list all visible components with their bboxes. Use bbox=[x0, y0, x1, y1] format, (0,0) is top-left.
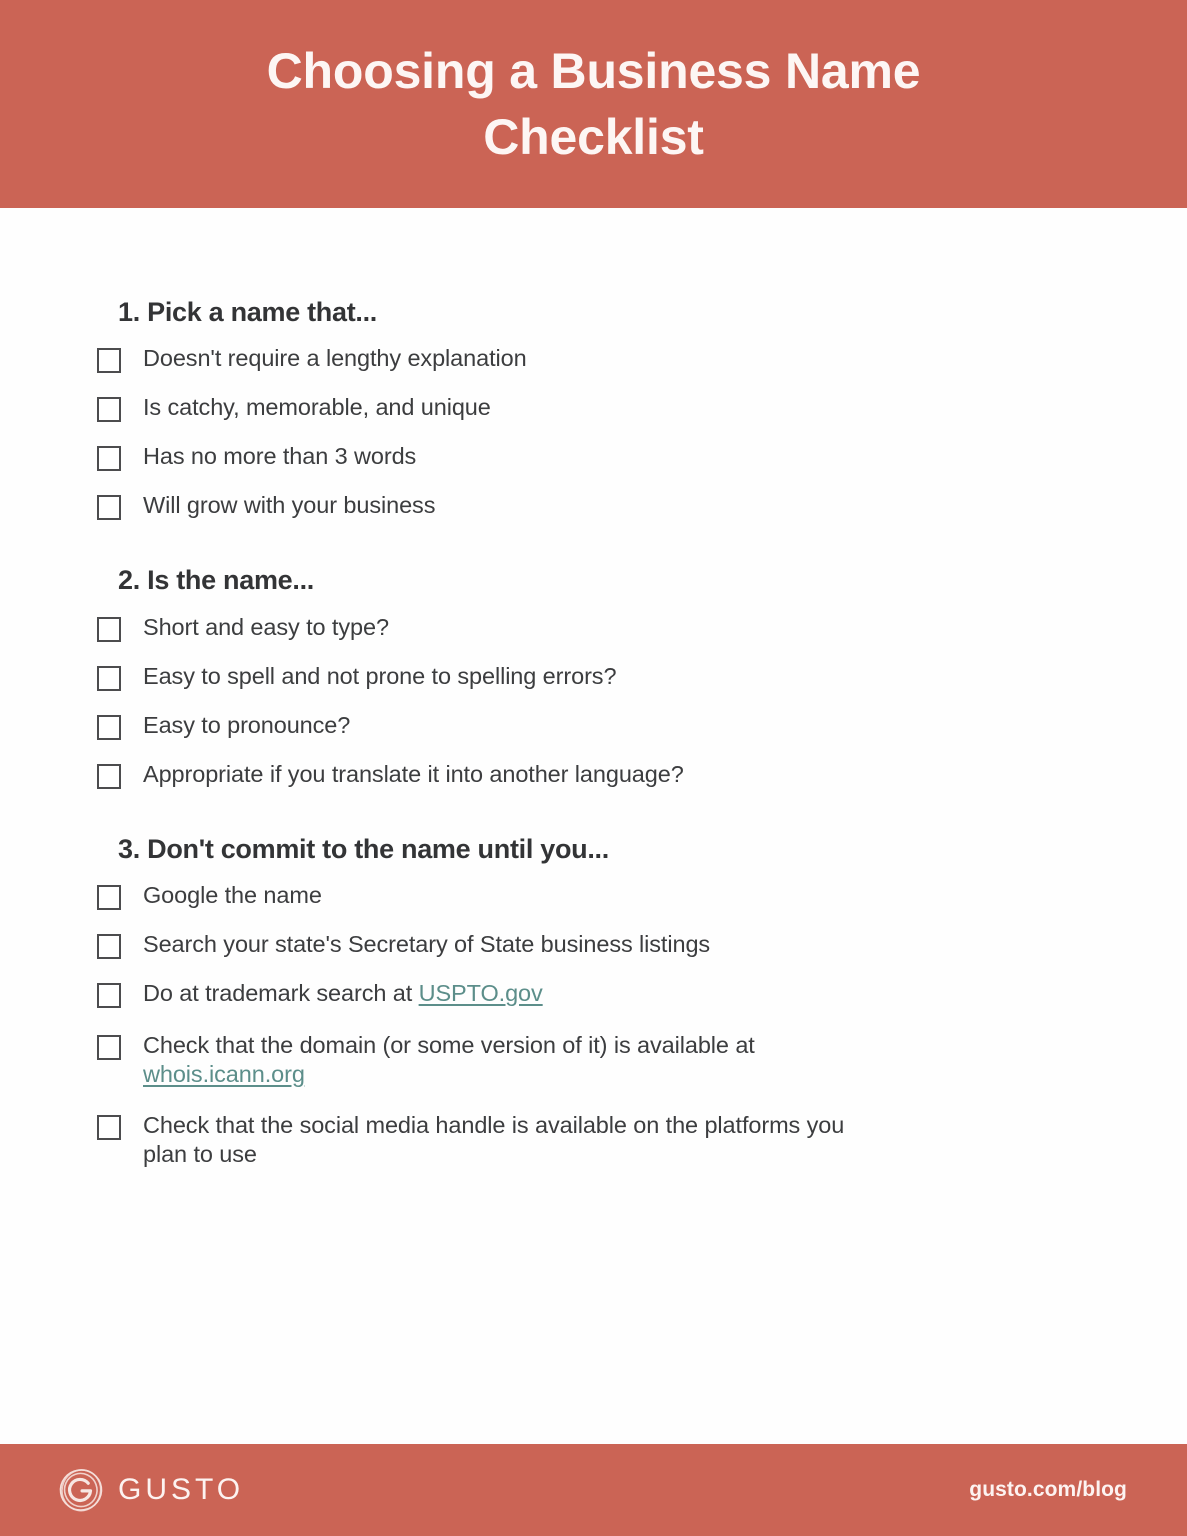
checklist-item[interactable] bbox=[97, 979, 1187, 1008]
checklist-item-label bbox=[143, 1031, 883, 1088]
checkbox-icon[interactable] bbox=[97, 1115, 121, 1140]
gusto-wordmark: GUSTO bbox=[118, 1473, 245, 1506]
checklist-item-label: Google the name bbox=[143, 882, 322, 909]
checklist-item-label: Short and easy to type? bbox=[143, 613, 389, 640]
section-2-items bbox=[97, 613, 1187, 789]
checklist-section-2 bbox=[0, 564, 1187, 788]
checkbox-icon[interactable] bbox=[97, 1035, 121, 1060]
checkbox-icon[interactable] bbox=[97, 885, 121, 910]
checklist-item[interactable] bbox=[97, 442, 1187, 471]
checklist-item[interactable] bbox=[97, 881, 1187, 910]
section-3-heading: 3. Don't commit to the name until you... bbox=[118, 833, 609, 864]
gusto-logo[interactable] bbox=[58, 1467, 244, 1513]
checkbox-icon[interactable] bbox=[97, 348, 121, 373]
checklist-item-label: Appropriate if you translate it into another language? bbox=[143, 760, 684, 787]
checklist-item-label: Will grow with your business bbox=[143, 492, 436, 519]
page-header bbox=[0, 0, 1187, 208]
whois-icann-link[interactable]: whois.icann.org bbox=[143, 1060, 305, 1087]
section-2-heading: 2. Is the name... bbox=[118, 565, 314, 596]
page-title: Choosing a Business Name Checklist bbox=[266, 43, 921, 165]
checkbox-icon[interactable] bbox=[97, 934, 121, 959]
checkbox-icon[interactable] bbox=[97, 446, 121, 471]
checklist-item-label: Check that the social media handle is available on the platforms you plan to use bbox=[143, 1112, 845, 1168]
checklist-item-label: Has no more than 3 words bbox=[143, 443, 417, 470]
checklist-item-label: Is catchy, memorable, and unique bbox=[143, 394, 491, 421]
checkbox-icon[interactable] bbox=[97, 983, 121, 1008]
item-text: Check that the domain (or some version of it) is available at bbox=[143, 1032, 755, 1059]
section-1-heading: 1. Pick a name that... bbox=[118, 297, 378, 327]
section-3-items bbox=[97, 881, 1187, 1169]
checkbox-icon[interactable] bbox=[97, 495, 121, 520]
checkbox-icon[interactable] bbox=[97, 666, 121, 691]
checklist-item[interactable] bbox=[97, 1031, 1187, 1088]
checkbox-icon[interactable] bbox=[97, 617, 121, 642]
item-text: Do at trademark search at bbox=[143, 980, 419, 1007]
checklist-item[interactable] bbox=[97, 662, 1187, 691]
checklist-section-1 bbox=[0, 296, 1187, 520]
checklist-item-label: Easy to spell and not prone to spelling errors? bbox=[143, 662, 617, 689]
uspto-link[interactable]: USPTO.gov bbox=[418, 980, 543, 1007]
checkbox-icon[interactable] bbox=[97, 764, 121, 789]
checklist-content bbox=[0, 208, 1187, 1536]
checklist-item-label bbox=[143, 979, 543, 1008]
checklist-item[interactable] bbox=[97, 711, 1187, 740]
checklist-item[interactable] bbox=[97, 491, 1187, 520]
checklist-item[interactable] bbox=[97, 344, 1187, 373]
footer-url[interactable]: gusto.com/blog bbox=[969, 1478, 1127, 1501]
checkbox-icon[interactable] bbox=[97, 715, 121, 740]
checkbox-icon[interactable] bbox=[97, 397, 121, 422]
checklist-item[interactable] bbox=[97, 760, 1187, 789]
checklist-item[interactable] bbox=[97, 930, 1187, 959]
section-1-items bbox=[97, 344, 1187, 520]
checklist-item-label: Easy to pronounce? bbox=[143, 711, 351, 738]
checklist-item-label: Search your state's Secretary of State business listings bbox=[143, 931, 711, 958]
gusto-circle-g-icon bbox=[58, 1467, 104, 1513]
checklist-item-label: Doesn't require a lengthy explanation bbox=[143, 345, 527, 372]
checklist-section-3 bbox=[0, 833, 1187, 1169]
page-footer bbox=[0, 1444, 1187, 1536]
checklist-item[interactable] bbox=[97, 393, 1187, 422]
checklist-item[interactable] bbox=[97, 1111, 1187, 1168]
checklist-item[interactable] bbox=[97, 613, 1187, 642]
